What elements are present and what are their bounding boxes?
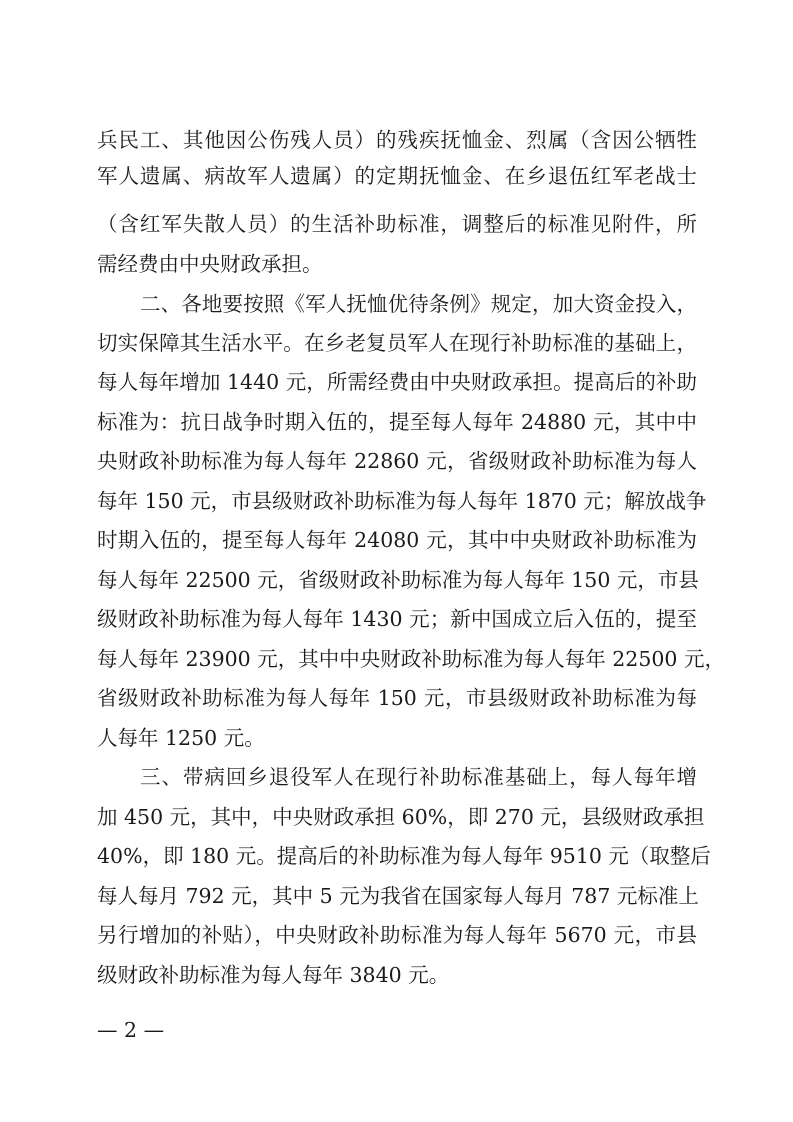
text-line: 级财政补助标准为每人每年 3840 元。 (97, 963, 450, 987)
text-line: 军人遗属、病故军人遗属）的定期抚恤金、在乡退伍红军老战士 (97, 164, 697, 188)
text-line: 每人每月 792 元，其中 5 元为我省在国家每人每月 787 元标准上 (97, 884, 699, 908)
text-line: （含红军失散人员）的生活补助标准，调整后的标准见附件，所 (97, 212, 697, 236)
text-line: 央财政补助标准为每人每年 22860 元，省级财政补助标准为每人 (97, 449, 697, 473)
text-line: 每人每年 22500 元，省级财政补助标准为每人每年 150 元，市县 (97, 568, 699, 592)
text-line: 需经费由中央财政承担。 (97, 252, 323, 276)
paragraph-start-line: 二、各地要按照《军人抚恤优待条例》规定，加大资金投入， (140, 292, 697, 316)
text-line: 时期入伍的，提至每人每年 24080 元，其中中央财政补助标准为 (97, 528, 697, 552)
text-line: 每人每年 23900 元，其中中央财政补助标准为每人每年 22500 元， (97, 647, 725, 671)
text-line: 兵民工、其他因公伤残人员）的残疾抚恤金、烈属（含因公牺牲 (97, 128, 697, 152)
text-line: 40%，即 180 元。提高后的补助标准为每人每年 9510 元（取整后 (97, 844, 711, 868)
text-line: 切实保障其生活水平。在乡老复员军人在现行补助标准的基础上， (97, 331, 697, 355)
text-line: 人每年 1250 元。 (97, 726, 265, 750)
text-line: 每人每年增加 1440 元，所需经费由中央财政承担。提高后的补助 (97, 370, 697, 394)
paragraph-start-line: 三、带病回乡退役军人在现行补助标准基础上，每人每年增 (140, 765, 697, 789)
text-line: 另行增加的补贴），中央财政补助标准为每人每年 5670 元，市县 (97, 923, 697, 947)
text-line: 加 450 元，其中，中央财政承担 60%，即 270 元，县级财政承担 (97, 805, 705, 829)
page-number: — 2 — (97, 1018, 165, 1042)
text-line: 标准为：抗日战争时期入伍的，提至每人每年 24880 元，其中中 (97, 410, 697, 434)
text-line: 每年 150 元，市县级财政补助标准为每人每年 1870 元；解放战争 (97, 489, 707, 513)
text-line: 级财政补助标准为每人每年 1430 元；新中国成立后入伍的，提至 (97, 607, 697, 631)
text-line: 省级财政补助标准为每人每年 150 元，市县级财政补助标准为每 (97, 686, 697, 710)
